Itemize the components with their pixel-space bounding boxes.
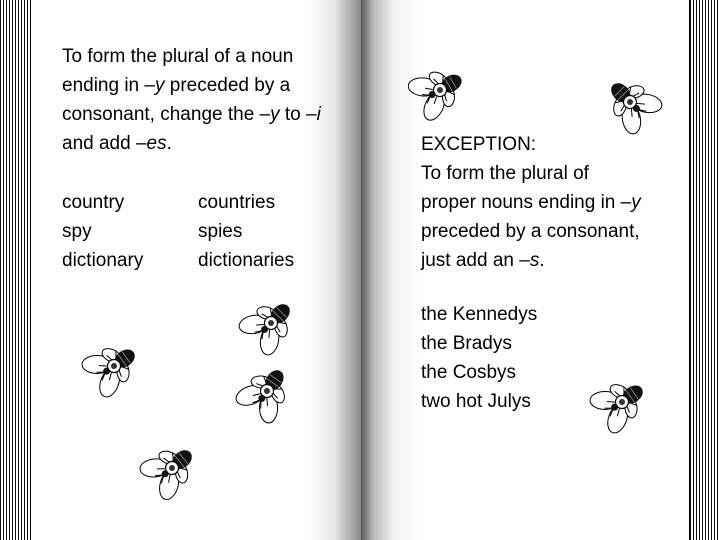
example-item: two hot Julys	[421, 391, 531, 412]
exception-line-3: preceded by a consonant,	[421, 221, 640, 242]
exception-line-4: just add an –s.	[421, 250, 545, 271]
singular-list	[62, 188, 143, 275]
left-page-edge	[0, 0, 31, 540]
bee-icon	[236, 288, 306, 358]
example-item: the Kennedys	[421, 304, 538, 325]
plural-list	[198, 188, 294, 275]
bee-icon	[596, 68, 664, 136]
rule-line-3: consonant, change the –y to –i	[62, 104, 321, 125]
right-page-edge	[689, 0, 720, 540]
example-list	[421, 300, 537, 416]
rule-line-2: ending in –y preceded by a	[62, 75, 291, 96]
exception-text	[421, 130, 641, 275]
singular-word: spy	[62, 221, 92, 242]
exception-heading: EXCEPTION:	[421, 134, 537, 155]
rule-line-1: To form the plural of a noun	[62, 46, 294, 67]
exception-line-2: proper nouns ending in –y	[421, 192, 641, 213]
plural-word: countries	[198, 192, 276, 213]
exception-line-1: To form the plural of	[421, 163, 589, 184]
example-item: the Cosbys	[421, 362, 517, 383]
bee-icon	[80, 332, 148, 400]
bee-icon	[232, 356, 302, 426]
singular-word: country	[62, 192, 125, 213]
singular-word: dictionary	[62, 250, 144, 271]
example-item: the Bradys	[421, 333, 512, 354]
bee-icon	[588, 368, 656, 436]
plural-word: spies	[198, 221, 243, 242]
rule-text	[62, 42, 321, 158]
rule-line-4: and add –es.	[62, 133, 172, 154]
plural-word: dictionaries	[198, 250, 295, 271]
bee-icon	[408, 58, 472, 122]
bee-icon	[138, 434, 206, 502]
